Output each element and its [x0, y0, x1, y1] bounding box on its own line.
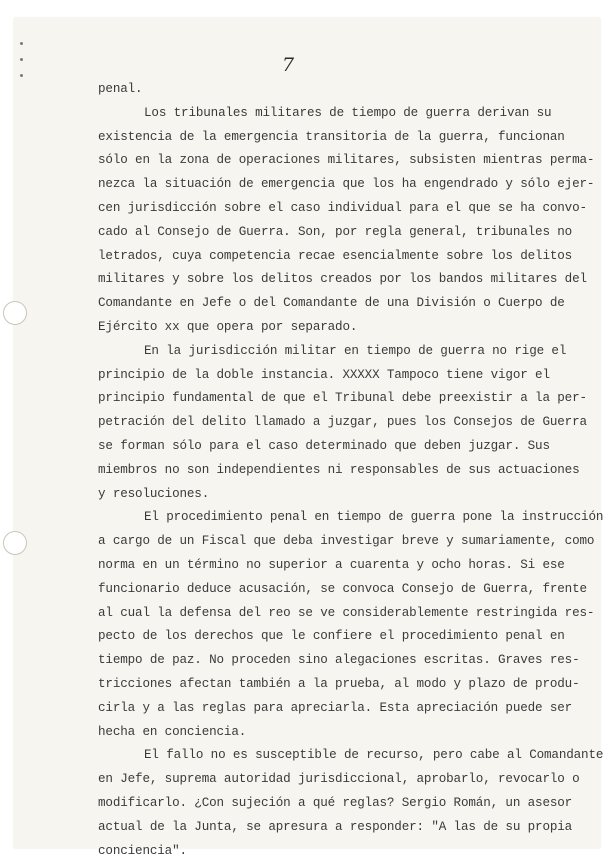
margin-mark	[20, 42, 23, 45]
text-line: miembros no son independientes ni responsables de sus actuaciones	[98, 459, 588, 483]
text-line: nezca la situación de emergencia que los ha engendrado y sólo ejer-	[98, 173, 588, 197]
text-line: letrados, cuya competencia recae esencialmente sobre los delitos	[98, 245, 588, 269]
text-line: existencia de la emergencia transitoria de la guerra, funcionan	[98, 126, 588, 150]
margin-mark	[20, 58, 23, 61]
punch-hole	[3, 301, 27, 325]
text-line: al cual la defensa del reo se ve considerablemente restringida res-	[98, 602, 588, 626]
text-line: en Jefe, suprema autoridad jurisdiccional, aprobarlo, revocarlo o	[98, 768, 588, 792]
text-line: pecto de los derechos que le confiere el procedimiento penal en	[98, 625, 588, 649]
text-line: Ejército xx que opera por separado.	[98, 316, 588, 340]
text-line: Los tribunales militares de tiempo de guerra derivan su	[98, 102, 588, 126]
text-line: principio de la doble instancia. XXXXX Tampoco tiene vigor el	[98, 364, 588, 388]
text-line: En la jurisdicción militar en tiempo de guerra no rige el	[98, 340, 588, 364]
text-line: cado al Consejo de Guerra. Son, por regla general, tribunales no	[98, 221, 588, 245]
text-line: funcionario deduce acusación, se convoca Consejo de Guerra, frente	[98, 578, 588, 602]
document-page	[14, 18, 600, 848]
text-line: principio fundamental de que el Tribunal debe preexistir a la per-	[98, 387, 588, 411]
text-line: a cargo de un Fiscal que deba investigar breve y sumariamente, como	[98, 530, 588, 554]
text-line: y resoluciones.	[98, 483, 588, 507]
text-line: conciencia".	[98, 840, 588, 863]
text-line: petración del delito llamado a juzgar, pues los Consejos de Guerra	[98, 411, 588, 435]
text-line: Comandante en Jefe o del Comandante de una División o Cuerpo de	[98, 292, 588, 316]
text-line: penal.	[98, 78, 588, 102]
punch-hole	[3, 531, 27, 555]
text-line: El fallo no es susceptible de recurso, pero cabe al Comandante	[98, 744, 588, 768]
text-line: cen jurisdicción sobre el caso individual para el que se ha convo-	[98, 197, 588, 221]
text-line: hecha en conciencia.	[98, 721, 588, 745]
text-line: norma en un término no superior a cuarenta y ocho horas. Si ese	[98, 554, 588, 578]
text-line: actual de la Junta, se apresura a responder: "A las de su propia	[98, 816, 588, 840]
page-number: 7	[282, 54, 294, 76]
text-line: modificarlo. ¿Con sujeción a qué reglas? Sergio Román, un asesor	[98, 792, 588, 816]
text-line: se forman sólo para el caso determinado que deben juzgar. Sus	[98, 435, 588, 459]
text-line: cirla y a las reglas para apreciarla. Esta apreciación puede ser	[98, 697, 588, 721]
margin-mark	[20, 74, 23, 77]
body-text	[98, 78, 588, 863]
text-line: tiempo de paz. No proceden sino alegaciones escritas. Graves res-	[98, 649, 588, 673]
text-line: El procedimiento penal en tiempo de guerra pone la instrucción	[98, 506, 588, 530]
text-line: sólo en la zona de operaciones militares, subsisten mientras perma-	[98, 149, 588, 173]
text-line: militares y sobre los delitos creados por los bandos militares del	[98, 268, 588, 292]
text-line: tricciones afectan también a la prueba, al modo y plazo de produ-	[98, 673, 588, 697]
